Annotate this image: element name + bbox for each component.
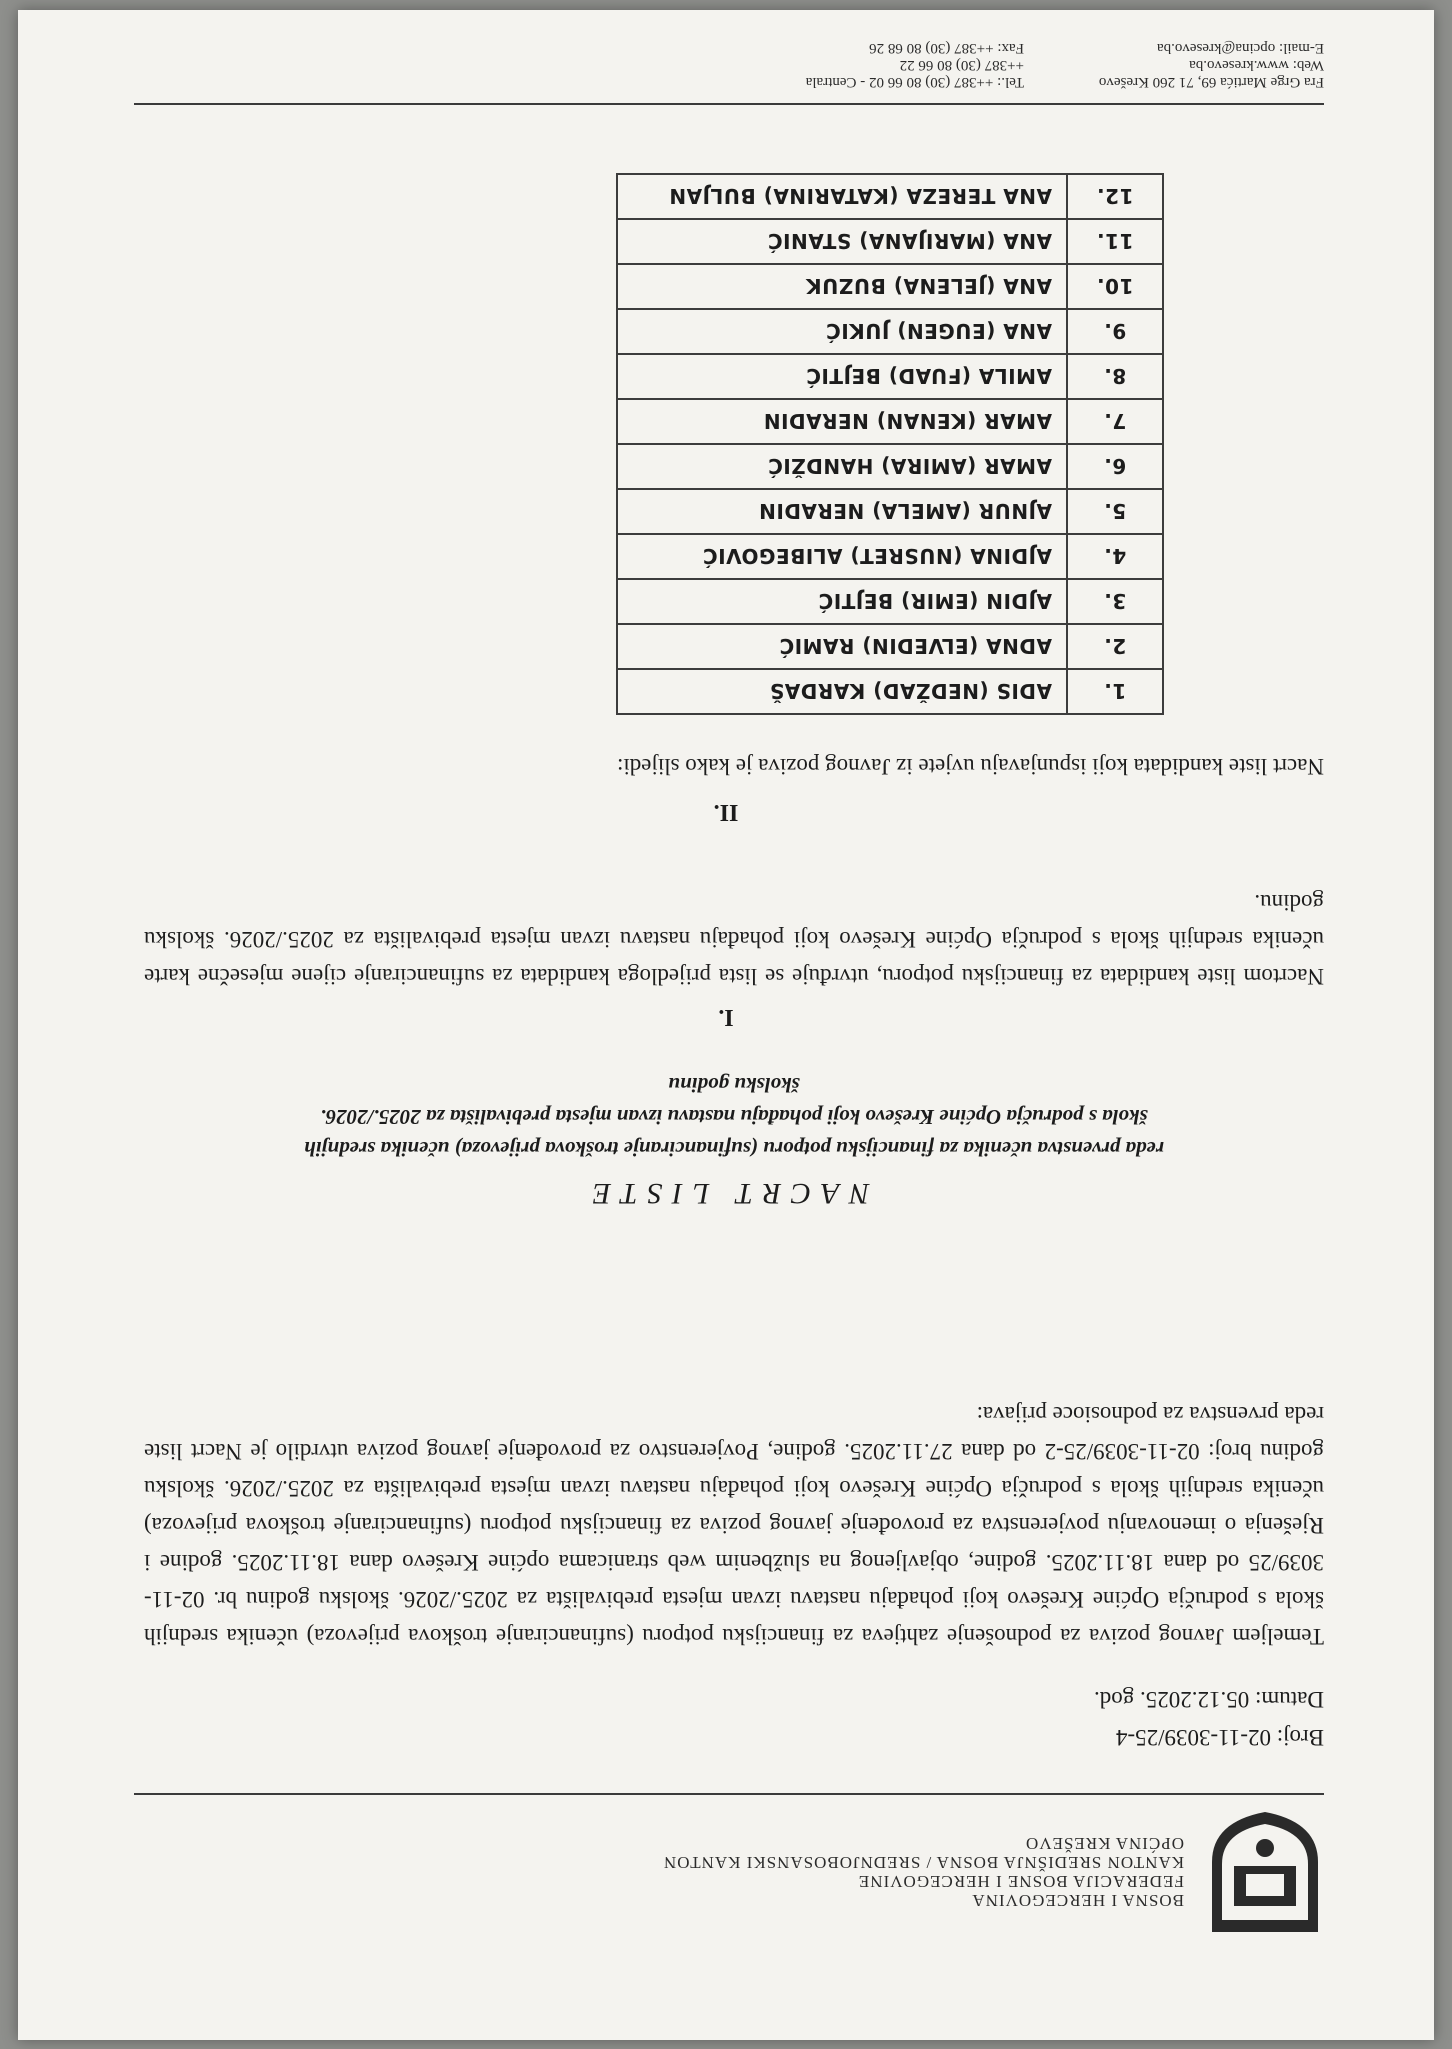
municipality-crest-icon bbox=[1206, 1810, 1324, 1940]
candidate-name: AMAR (AMIRA) HANDŽIĆ bbox=[617, 444, 1067, 489]
row-number: 12. bbox=[1067, 174, 1163, 219]
section-1-heading: I. bbox=[718, 1004, 734, 1030]
candidate-name: AMAR (KENAN) NERADIN bbox=[617, 399, 1067, 444]
table-row bbox=[617, 624, 1163, 669]
table-row bbox=[617, 579, 1163, 624]
candidate-name: ADNA (ELVEDIN) RAMIĆ bbox=[617, 624, 1067, 669]
row-number: 5. bbox=[1067, 489, 1163, 534]
row-number: 3. bbox=[1067, 579, 1163, 624]
section-2-heading: II. bbox=[713, 799, 739, 825]
candidate-name: AJDINA (NUSRET) ALIBEGOVIĆ bbox=[617, 534, 1067, 579]
candidate-name: ANA TEREZA (KATARINA) BULJAN bbox=[617, 174, 1067, 219]
document-date: Datum: 05.12.2025. god. bbox=[1094, 1687, 1324, 1712]
footer-web: Web: www.kresevo.ba bbox=[1189, 57, 1324, 73]
row-number: 4. bbox=[1067, 534, 1163, 579]
header-line: KANTON SREDIŠNJA BOSNA / SREDNJOBOSANSKI KANTON bbox=[662, 1853, 1184, 1872]
row-number: 8. bbox=[1067, 354, 1163, 399]
candidate-name: ANA (EUGEN) JUKIĆ bbox=[617, 309, 1067, 354]
header-line: FEDERACIJA BOSNE I HERCEGOVINE bbox=[857, 1872, 1184, 1891]
table-row bbox=[617, 264, 1163, 309]
document-page bbox=[18, 10, 1434, 2040]
footer-address: Fra Grge Martića 69, 71 260 Kreševo bbox=[1098, 74, 1324, 90]
section-2-text: Nacrt liste kandidata koji ispunjavaju uvjete iz Javnog poziva je kako slijedi: bbox=[616, 754, 1324, 779]
document-number: Broj: 02-11-3039/25-4 bbox=[1115, 1725, 1324, 1750]
footer-tel2: ++387 (30) 80 66 22 bbox=[899, 57, 1024, 73]
letterhead-text bbox=[663, 1834, 1184, 1910]
footer-email: E-mail: opcina@kresevo.ba bbox=[1156, 40, 1324, 56]
candidate-name: AJDIN (EMIR) BEJTIĆ bbox=[617, 579, 1067, 624]
footer-divider bbox=[134, 103, 1324, 105]
letterhead bbox=[124, 1820, 1324, 1940]
row-number: 10. bbox=[1067, 264, 1163, 309]
table-row bbox=[617, 669, 1163, 714]
table-row bbox=[617, 489, 1163, 534]
candidate-list-table bbox=[616, 173, 1164, 715]
footer-contact-right bbox=[806, 39, 1024, 90]
row-number: 6. bbox=[1067, 444, 1163, 489]
table-row bbox=[617, 309, 1163, 354]
footer-contact-left bbox=[1099, 39, 1324, 90]
candidate-name: ANA (JELENA) BUZUK bbox=[617, 264, 1067, 309]
section-1-text: Nacrtom liste kandidata za financijsku potporu, utvrđuje se lista prijedloga kandidata za sufinanciranje cijene mjesečne karte učenika srednjih škola s područja Općine Kreševo koji pohađaju nastavu izvan mjesta prebivališta za 2025./2026. školsku godinu. bbox=[144, 890, 1324, 989]
header-line: BOSNA I HERCEGOVINA bbox=[971, 1891, 1184, 1910]
candidate-name: ANA (MARIJANA) STANIĆ bbox=[617, 219, 1067, 264]
table-row bbox=[617, 444, 1163, 489]
row-number: 1. bbox=[1067, 669, 1163, 714]
row-number: 11. bbox=[1067, 219, 1163, 264]
table-row bbox=[617, 399, 1163, 444]
table-row bbox=[617, 534, 1163, 579]
intro-paragraph: Temeljem Javnog poziva za podnošenje zahtjeva za financijsku potporu (sufinanciranje troškova prijevoza) učenika srednjih škola s područja Općine Kreševo koji pohađaju nastavu izvan mjesta prebivališta za 2025./2026. školsku godinu br. 02-11-3039/25 od dana 18.11.2025. godine, objavljenog na službenim web stranicama općine Kreševo dana 18.11.2025. godine i Rješenja o imenovanju povjerenstva za provođenje javnog poziva za financijsku potporu (sufinanciranje troškova prijevoza) učenika srednjih škola s područja Općine Kreševo koji pohađaju nastavu izvan mjesta prebivališta za 2025./2026. školsku godinu broj: 02-11-3039/25-2 od dana 27.11.2025. godine, Povjerenstvo za provođenje javnog poziva utvrdilo je Nacrt liste reda prvenstva za podnosioce prijava: bbox=[144, 1402, 1324, 1649]
table-row bbox=[617, 354, 1163, 399]
table-row bbox=[617, 219, 1163, 264]
row-number: 2. bbox=[1067, 624, 1163, 669]
row-number: 9. bbox=[1067, 309, 1163, 354]
candidate-name: AJNUR (AMELA) NERADIN bbox=[617, 489, 1067, 534]
header-divider bbox=[134, 1793, 1324, 1795]
footer-fax: Fax: ++387 (30) 80 68 26 bbox=[869, 40, 1024, 56]
candidate-name: ADIS (NEDŽAD) KARDAŠ bbox=[617, 669, 1067, 714]
document-subtitle: reda prvenstva učenika za financijsku potporu (sufinanciranje troškova prijevoza) učenika srednjih škola s područja Općine Kreševo koji pohađaju nastavu izvan mjesta prebivališta za 2025./2026. školsku godinu bbox=[304, 1073, 1164, 1161]
document-title: NACRT LISTE bbox=[582, 1177, 870, 1210]
candidate-name: AMILA (FUAD) BEJTIĆ bbox=[617, 354, 1067, 399]
footer-tel: Tel.: ++387 (30) 80 66 02 - Centrala bbox=[805, 74, 1024, 90]
header-line: OPĆINA KREŠEVO bbox=[1025, 1834, 1184, 1853]
table-row bbox=[617, 174, 1163, 219]
rotated-sheet bbox=[18, 10, 1434, 2040]
row-number: 7. bbox=[1067, 399, 1163, 444]
